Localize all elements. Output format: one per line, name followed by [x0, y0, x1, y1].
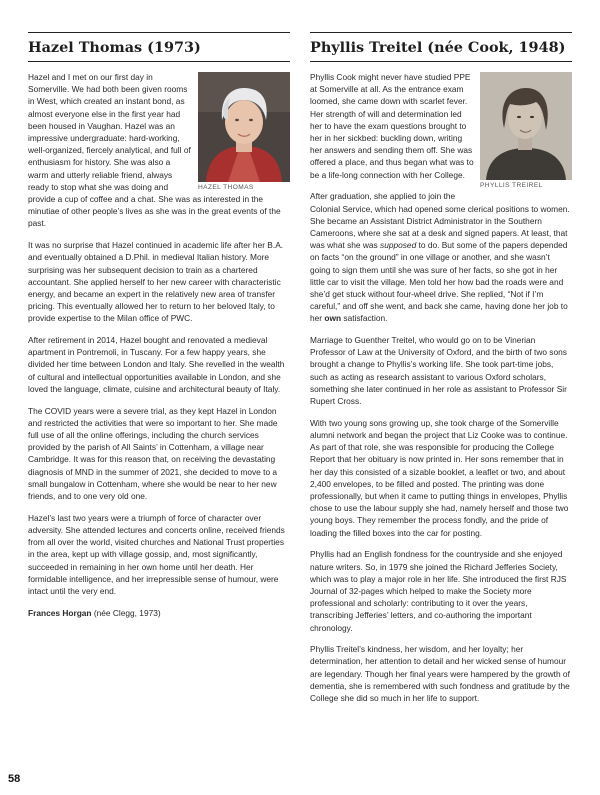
hazel-portrait-image — [198, 72, 290, 182]
phyllis-photo-caption: PHYLLIS TREIREL — [480, 182, 543, 189]
paragraph-2-text-a: After graduation, she applied to join the Colonial Service, which had opened some clerical positions to women. She became an Assistant District Administrator in the Southern Cameroons, where she sat at a desk and signed papers. At least, that was what she was — [310, 191, 570, 251]
hazel-paragraph-5: Hazel’s last two years were a triumph of force of character over adversity. She attended lectures and concerts online, received friends from all over the world, visited churches and National Trust properties in the area, kept up with village gossip, and, most significantly, succeeded in remaining in her own home until her death. Her formidable intelligence, and her irrepressible sense of humour, were intact until the very end. — [28, 512, 285, 596]
phyllis-paragraph-5: Phyllis had an English fondness for the countryside and she enjoyed nature writers. So, in 1979 she joined the Richard Jefferies Society, which was to play a major role in her life. She introduced the first RJS Journal of 32-pages which helped to make the Society more professional and scholarly: contributing to it over the years, transcribing Jefferies’ letters, and co-authoring the important chronology. — [310, 549, 567, 633]
paragraph-2-emphasis: supposed — [380, 240, 417, 251]
hazel-photo-caption: HAZEL THOMAS — [198, 184, 254, 191]
hazel-paragraph-3: After retirement in 2014, Hazel bought and renovated a medieval apartment in Pontremoli, in Tuscany. For a few happy years, she divided her time between London and Italy. She revelled in the wealth of cultural and intellectual opportunities available in London, and she loved the language, climate, cuisine and architectural beauty of Italy. — [28, 335, 285, 394]
phyllis-treitel-photo — [480, 72, 572, 189]
paragraph-2-text-b: to do. But some of the papers depended on facts “on the ground” in one village or another, and she wasn’t going to sign them until she was sure of her facts, so she got in her little car to visit the village. Men told her how bad the roads were and she’d get stuck without four-wheel drive. She replied, “Not if I’m careful,” and off she went, and back she came, having done her job to her — [310, 240, 568, 324]
phyllis-paragraph-3: Marriage to Guenther Treitel, who would go on to be Vinerian Professor of Law at the University of Oxford, and the birth of two sons brought a change to Phyllis’s working life. She took part-time jobs, such as acting as research assistant to various Oxford scholars, something she later continued in her role as assistant to Professor Sir Rupert Cross. — [310, 335, 567, 407]
hazel-thomas-column — [28, 32, 290, 628]
paragraph-2-text-c: satisfaction. — [341, 313, 388, 324]
phyllis-portrait-image — [480, 72, 572, 180]
author-name: Frances Horgan — [28, 607, 92, 618]
hazel-obituary-author — [28, 607, 290, 619]
page-number: 58 — [8, 773, 21, 785]
paragraph-2-strong: own — [324, 313, 342, 324]
hazel-paragraph-4: The COVID years were a severe trial, as they kept Hazel in London and restricted the activities that were so important to her. She made full use of all the online offerings, including the church services provided by the parish of All Saints’ in Cottenham, a village near Cambridge. It was for this reason that, on receiving the devastating diagnosis of MND in the summer of 2021, she decided to move to a small bungalow in Cottenham, where she would be near to her new friends, and to one very old one. — [28, 405, 278, 501]
hazel-paragraph-2: It was no surprise that Hazel continued in academic life after her B.A. and eventually obtained a D.Phil. in medieval Italian history. More surprising was her subsequent decision to train as a chartered accountant. She applied herself to her new career with characteristic energy, and became an expert in the relatively new area of transfer pricing. This eventually allowed her to return to her beloved Italy, to provide expertise to the Milan office of PWC. — [28, 240, 284, 324]
phyllis-treitel-column — [310, 32, 572, 714]
author-detail: (née Clegg, 1973) — [91, 607, 161, 618]
hazel-paragraph-1: Hazel and I met on our first day in Somerville. We had both been given rooms in West, which created an instant bond, as almost everyone else in the first year had been housed in Vaughan. Hazel was an impressive undergraduate: hard-working, well-organized, fiercely analytical, and full of enthusiasm for history. She was also a warm and utterly reliable friend, always ready to stop what she was doing and provide a cup of coffee and a chat. She was as interested in the minutiae of other people’s lives as she was in the great events of the past. — [28, 72, 281, 229]
hazel-thomas-heading: Hazel Thomas (1973) — [28, 32, 290, 62]
hazel-thomas-photo — [198, 72, 290, 191]
phyllis-paragraph-2 — [310, 190, 572, 324]
phyllis-paragraph-1: Phyllis Cook might never have studied PPE at Somerville at all. As the entrance exam loomed, she came down with scarlet fever. Her strength of will and determination led her to have the exam questions brought to her in her sickbed: buckling down, writing her answers and sending them off. She was offered a place, and thus began what was to be a life-long connection with her College. — [310, 72, 474, 180]
phyllis-treitel-heading: Phyllis Treitel (née Cook, 1948) — [310, 32, 572, 62]
phyllis-paragraph-4: With two young sons growing up, she took charge of the Somerville alumni network and began the project that Liz Cooke was to continue. As part of that role, she was responsible for producing the College Report that her obituary is now printed in. Her sons remember that in her day this consisted of a sizable booklet, a leaflet or two, and about 2,400 envelopes, to be filled and posted. The printing was done professionally, but when it came to putting things in envelopes, Phyllis chose to use the labour supply she had, namely herself and those two young boys. They remember the process fondly, and the pride of loading the filled boxes into the car for posting. — [310, 417, 569, 538]
phyllis-paragraph-6: Phyllis Treitel’s kindness, her wisdom, and her loyalty; her determination, her attention to detail and her wicked sense of humour are legendary. Though her final years were hampered by the growth of dementia, she is remembered with such fondness and gratitude by the College she did so much in her life to support. — [310, 644, 570, 704]
